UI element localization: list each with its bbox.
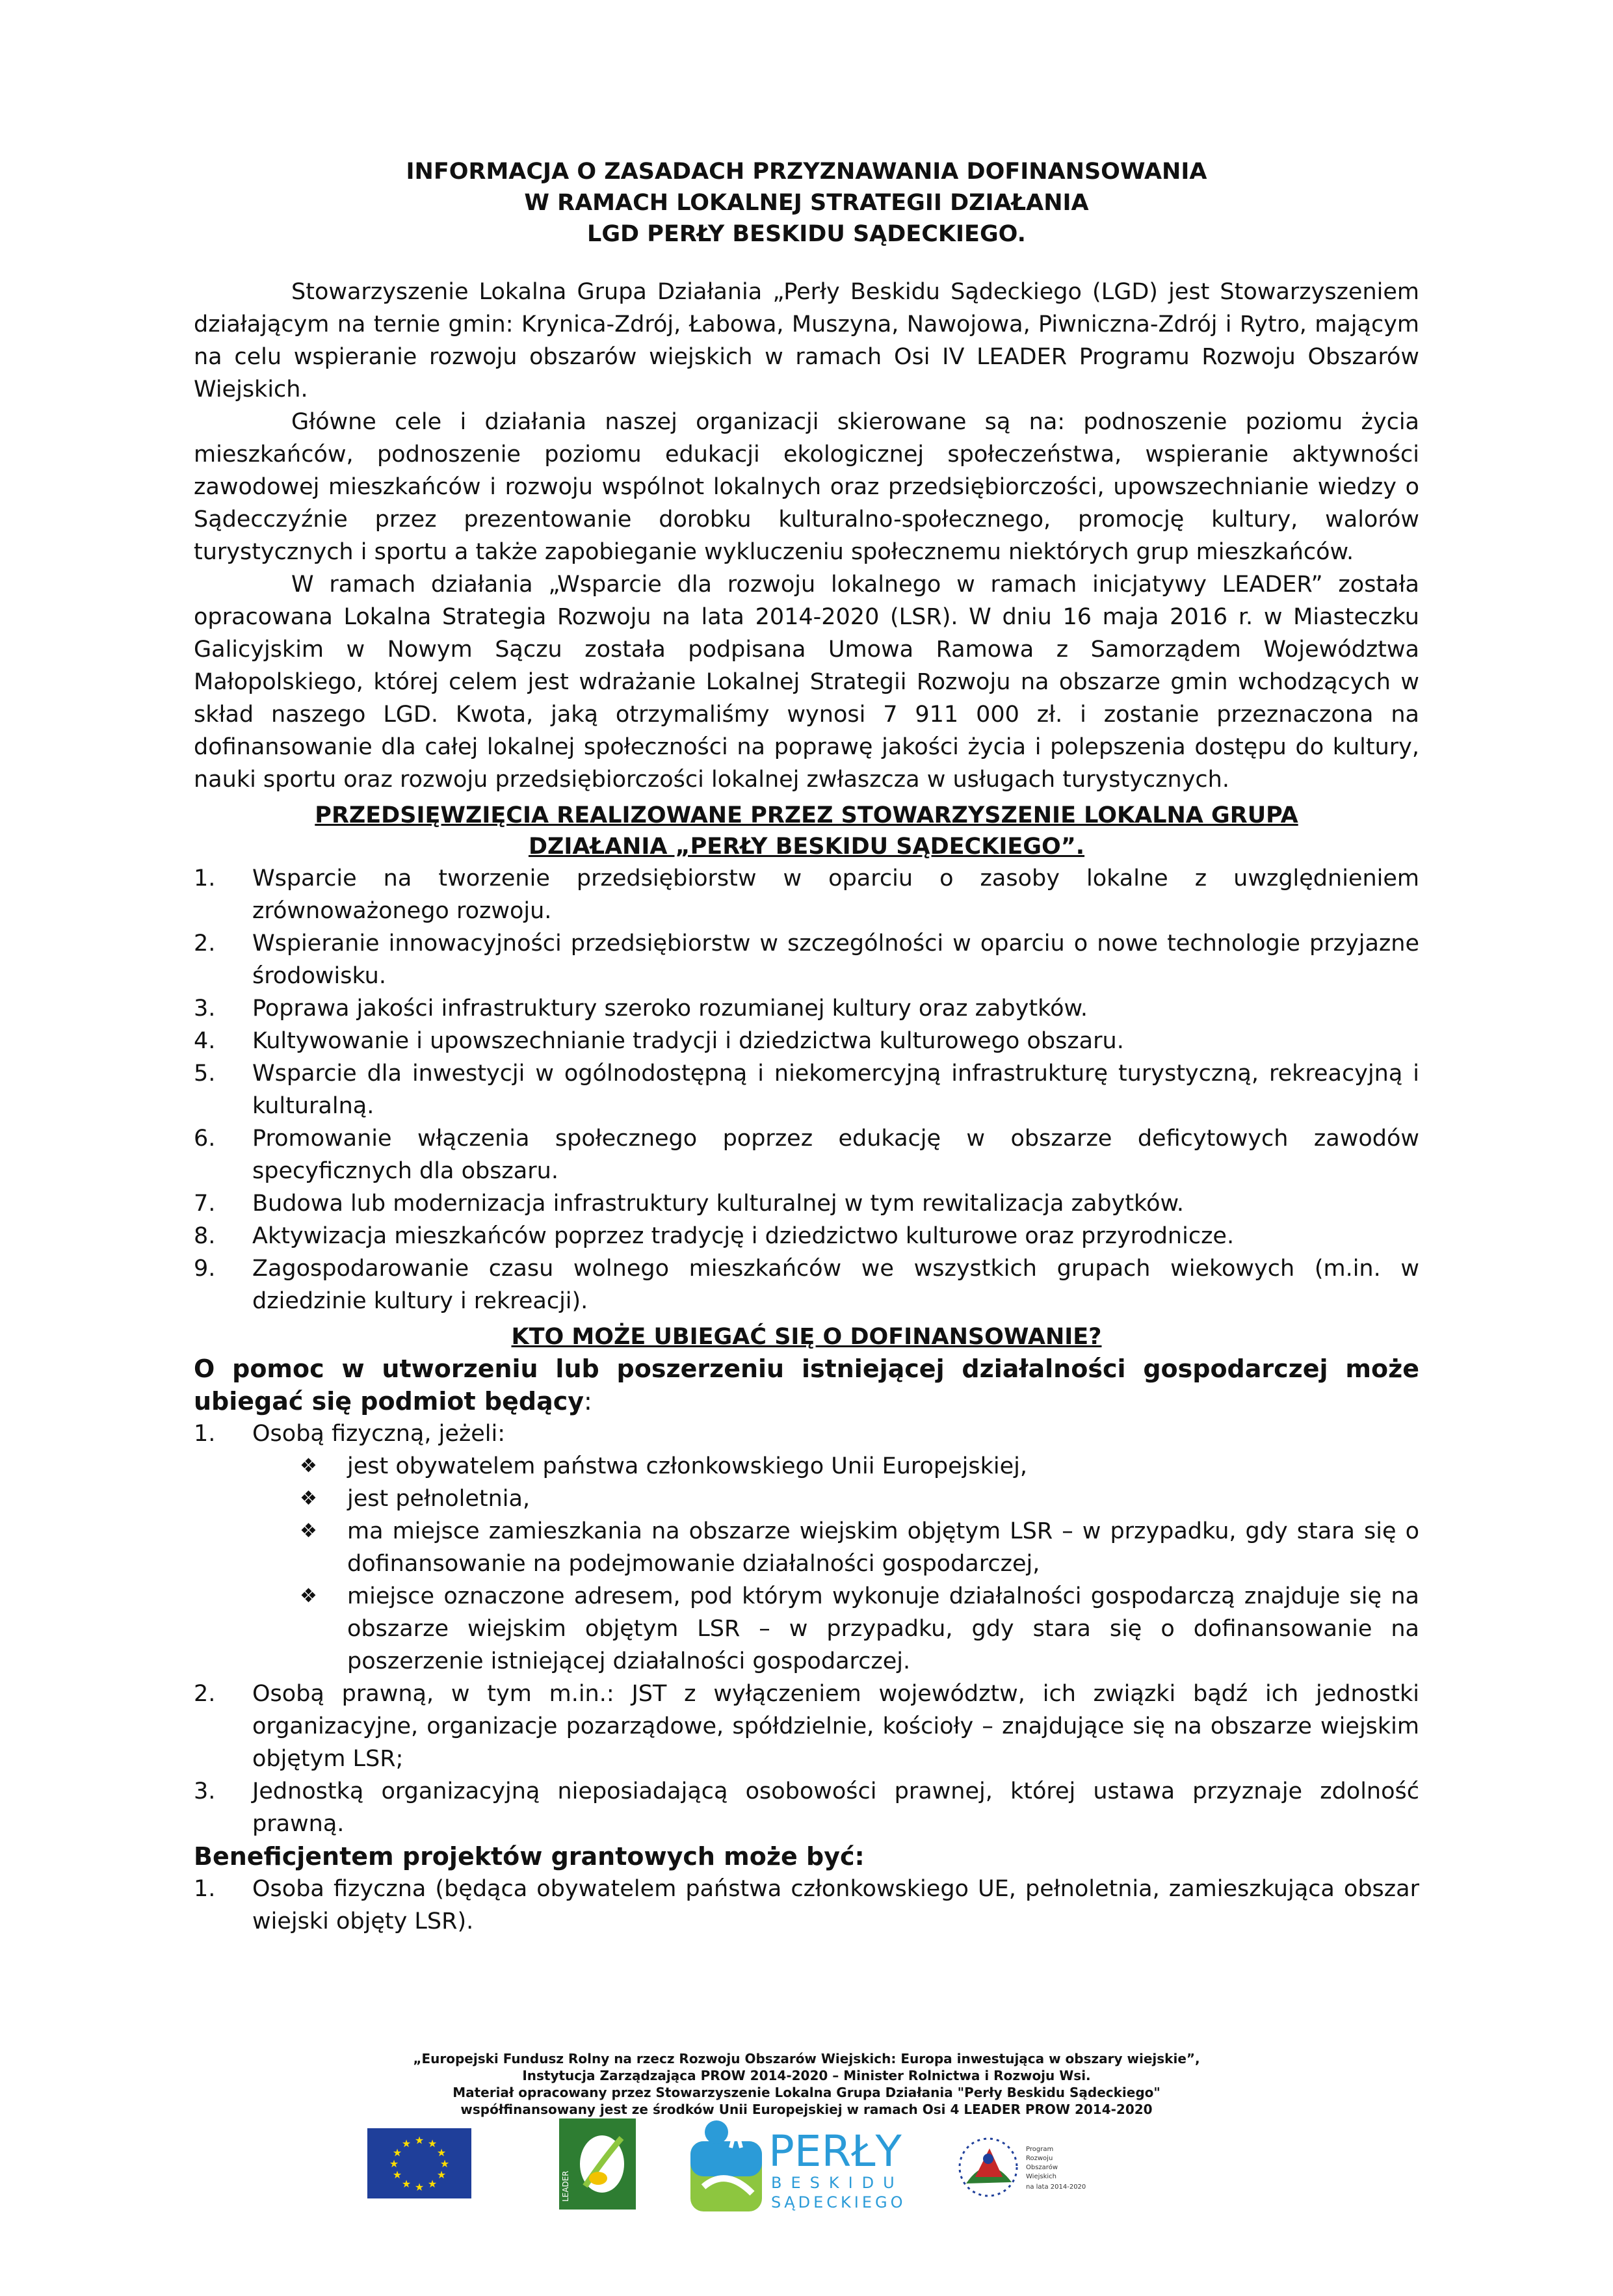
document-title xyxy=(194,156,1419,250)
list-item-number: 5. xyxy=(194,1061,216,1087)
perly-logo-subtext: BESKIDU xyxy=(771,2174,904,2192)
list-item xyxy=(194,1187,1419,1220)
list-item xyxy=(194,927,1419,992)
section-heading-projects xyxy=(194,800,1419,862)
list-item-text: ma miejsce zamieszkania na obszarze wiejskim objętym LSR – w przypadku, gdy stara się o dofinansowanie na podejmowanie działalności gospodarczej, xyxy=(347,1518,1419,1577)
list-item-text: Osoba fizyczna (będąca obywatelem państwa członkowskiego UE, pełnoletnia, zamieszkująca obszar wiejski objęty LSR). xyxy=(252,1876,1419,1934)
perly-logo-text: PERŁY xyxy=(768,2126,902,2176)
list-item-number: 8. xyxy=(194,1223,216,1249)
prow-text-line-3: Obszarów xyxy=(1026,2164,1058,2171)
list-item-text: Promowanie włączenia społecznego poprzez edukację w obszarze deficytowych zawodów specyficznych dla obszaru. xyxy=(252,1126,1419,1184)
list-item-number: 3. xyxy=(194,1778,216,1804)
natural-person-conditions xyxy=(194,1450,1419,1678)
list-item-number: 9. xyxy=(194,1256,216,1282)
list-item-number: 4. xyxy=(194,1028,216,1054)
applicant-intro xyxy=(194,1353,1419,1418)
list-item-number: 2. xyxy=(194,1681,216,1707)
list-item-number: 3. xyxy=(194,996,216,1022)
svg-text:★: ★ xyxy=(436,2146,447,2159)
list-item-number: 6. xyxy=(194,1126,216,1152)
list-item-text: Wsparcie na tworzenie przedsiębiorstw w oparciu o zasoby lokalne z uwzględnieniem zrównoważonego rozwoju. xyxy=(252,865,1419,924)
prow-text-line-4: Wiejskich xyxy=(1026,2173,1056,2180)
applicant-list-continued xyxy=(194,1678,1419,1840)
diamond-bullet-icon: ❖ xyxy=(300,1455,317,1477)
title-line-1: INFORMACJA O ZASADACH PRZYZNAWANIA DOFINANSOWANIA xyxy=(406,159,1207,185)
document-page xyxy=(194,156,1419,1938)
list-item xyxy=(194,1450,1419,1483)
list-item xyxy=(194,1418,1419,1450)
list-item-text: miejsce oznaczone adresem, pod którym wykonuje działalności gospodarczą znajduje się na obszarze wiejskim objętym LSR – w przypadku, gdy stara się o dofinansowanie na poszerzenie istniejącej działalności gospodarczej. xyxy=(347,1583,1419,1674)
list-item xyxy=(194,1873,1419,1938)
prow-text-line-1: Program xyxy=(1026,2146,1054,2153)
list-item xyxy=(194,1057,1419,1122)
svg-text:★: ★ xyxy=(389,2157,399,2170)
list-item-text: Poprawa jakości infrastruktury szeroko rozumianej kultury oraz zabytków. xyxy=(252,996,1088,1022)
eu-stars-icon xyxy=(367,2128,471,2198)
list-item xyxy=(194,1025,1419,1057)
list-item xyxy=(194,1252,1419,1317)
svg-text:★: ★ xyxy=(392,2169,402,2181)
list-item-number: 7. xyxy=(194,1191,216,1217)
applicant-list xyxy=(194,1418,1419,1450)
grant-beneficiary-heading: Beneficjentem projektów grantowych może być: xyxy=(194,1842,865,1871)
paragraph-intro: Stowarzyszenie Lokalna Grupa Działania „Perły Beskidu Sądeckiego (LGD) jest Stowarzyszeniem działającym na ternie gmin: Krynica-Zdrój, Łabowa, Muszyna, Nawojowa, Piwniczna-Zdrój i Rytro, mającym na celu wspieranie rozwoju obszarów wiejskich w ramach Osi IV LEADER Programu Rozwoju Obszarów Wiejskich. xyxy=(194,279,1419,402)
diamond-bullet-icon: ❖ xyxy=(300,1487,317,1510)
footer-line-3: Materiał opracowany przez Stowarzyszenie Lokalna Grupa Działania "Perły Beskidu Sądeckiego" xyxy=(452,2085,1161,2100)
list-item xyxy=(194,1483,1419,1515)
section-heading-who-can-apply: KTO MOŻE UBIEGAĆ SIĘ O DOFINANSOWANIE? xyxy=(511,1324,1102,1350)
leader-logo xyxy=(559,2118,636,2210)
list-item-text: Kultywowanie i upowszechnianie tradycji i dziedzictwa kulturowego obszaru. xyxy=(252,1028,1124,1054)
section-heading-line-1: PRZEDSIĘWZIĘCIA REALIZOWANE PRZEZ STOWARZYSZENIE LOKALNA GRUPA xyxy=(315,802,1298,828)
list-item-number: 1. xyxy=(194,865,216,891)
prow-logo-graphic xyxy=(956,2131,1099,2203)
applicant-intro-colon: : xyxy=(584,1387,592,1416)
prow-text-line-5: na lata 2014-2020 xyxy=(1026,2184,1086,2191)
list-item-text: Aktywizacja mieszkańców poprzez tradycję i dziedzictwo kulturowe oraz przyrodnicze. xyxy=(252,1223,1235,1249)
list-item-number: 1. xyxy=(194,1421,216,1447)
section-heading-line-2: DZIAŁANIA „PERŁY BESKIDU SĄDECKIEGO”. xyxy=(528,834,1085,860)
list-item xyxy=(194,1515,1419,1580)
list-item-text: Wspieranie innowacyjności przedsiębiorstw w szczególności w oparciu o nowe technologie przyjazne środowisku. xyxy=(252,930,1419,989)
logo-strip xyxy=(0,2115,1613,2213)
footer-line-4: współfinansowany jest ze środków Unii Europejskiej w ramach Osi 4 LEADER PROW 2014-2020 xyxy=(460,2102,1153,2117)
footer-note xyxy=(194,2050,1419,2118)
footer-line-2: Instytucja Zarządzająca PROW 2014-2020 – Minister Rolnictwa i Rozwoju Wsi. xyxy=(522,2068,1091,2083)
perly-logo-graphic xyxy=(690,2115,931,2213)
perly-beskidu-logo xyxy=(690,2115,931,2213)
prow-text-line-2: Rozwoju xyxy=(1026,2155,1053,2162)
list-item-text: jest pełnoletnia, xyxy=(347,1486,531,1512)
list-item-text: Zagospodarowanie czasu wolnego mieszkańców we wszystkich grupach wiekowych (m.in. w dziedzinie kultury i rekreacji). xyxy=(252,1256,1419,1314)
list-item-text: Jednostką organizacyjną nieposiadającą osobowości prawnej, której ustawa przyznaje zdolność prawną. xyxy=(252,1778,1419,1837)
svg-text:★: ★ xyxy=(436,2169,447,2181)
list-item-number: 2. xyxy=(194,930,216,957)
svg-text:★: ★ xyxy=(414,2181,425,2193)
svg-text:★: ★ xyxy=(427,2137,438,2150)
svg-text:★: ★ xyxy=(401,2137,412,2150)
list-item xyxy=(194,992,1419,1025)
list-item-text: Osobą fizyczną, jeżeli: xyxy=(252,1421,506,1447)
diamond-bullet-icon: ❖ xyxy=(300,1520,317,1542)
svg-text:★: ★ xyxy=(414,2134,425,2146)
list-item xyxy=(194,1775,1419,1840)
eu-flag-logo xyxy=(367,2128,471,2198)
applicant-intro-text: O pomoc w utworzeniu lub poszerzeniu istniejącej działalności gospodarczej może ubiegać się podmiot będący xyxy=(194,1354,1419,1416)
prow-logo xyxy=(956,2131,1099,2203)
footer-line-1: „Europejski Fundusz Rolny na rzecz Rozwoju Obszarów Wiejskich: Europa inwestująca w obszary wiejskie”, xyxy=(413,2051,1200,2066)
leader-leaf-icon xyxy=(559,2118,636,2210)
paragraph-strategy: W ramach działania „Wsparcie dla rozwoju lokalnego w ramach inicjatywy LEADER” została opracowana Lokalna Strategia Rozwoju na lata 2014-2020 (LSR). W dniu 16 maja 2016 r. w Miasteczku Galicyjskim w Nowym Sączu została podpisana Umowa Ramowa z Samorządem Województwa Małopolskiego, której celem jest wdrażanie Lokalnej Strategii Rozwoju na obszarze gmin wchodzących w skład naszego LGD. Kwota, jaką otrzymaliśmy wynosi 7 911 000 zł. i zostanie przeznaczona na dofinansowanie dla całej lokalnej społeczności na poprawę jakości życia i polepszenia dostępu do kultury, nauki sportu oraz rozwoju przedsiębiorczości lokalnej zwłaszcza w usługach turystycznych. xyxy=(194,572,1419,793)
list-item xyxy=(194,1122,1419,1187)
list-item-text: jest obywatelem państwa członkowskiego Unii Europejskiej, xyxy=(347,1453,1028,1479)
title-line-3: LGD PERŁY BESKIDU SĄDECKIEGO. xyxy=(587,221,1026,247)
list-item-text: Wsparcie dla inwestycji w ogólnodostępną i niekomercyjną infrastrukturę turystyczną, rekreacyjną i kulturalną. xyxy=(252,1061,1419,1119)
list-item xyxy=(194,862,1419,927)
paragraph-goals: Główne cele i działania naszej organizacji skierowane są na: podnoszenie poziomu życia mieszkańców, podnoszenie poziomu edukacji ekologicznej społeczeństwa, wspieranie aktywności zawodowej mieszkańców i rozwoju wspólnot lokalnych oraz przedsiębiorczości, upowszechnianie wiedzy o Sądecczyźnie przez prezentowanie dorobku kulturalno-społecznego, promocję kultury, walorów turystycznych i sportu a także zapobieganie wykluczeniu społecznemu niektórych grup mieszkańców. xyxy=(194,409,1419,565)
title-line-2: W RAMACH LOKALNEJ STRATEGII DZIAŁANIA xyxy=(524,190,1089,216)
perly-logo-subtext-2: SĄDECKIEGO xyxy=(771,2193,906,2211)
list-item-number: 1. xyxy=(194,1876,216,1902)
list-item xyxy=(194,1220,1419,1252)
svg-text:★: ★ xyxy=(439,2157,450,2170)
grant-beneficiary-list xyxy=(194,1873,1419,1938)
leader-logo-text: LEADER xyxy=(561,2171,570,2202)
svg-text:★: ★ xyxy=(401,2178,412,2190)
svg-text:★: ★ xyxy=(392,2146,402,2159)
list-item-text: Osobą prawną, w tym m.in.: JST z wyłączeniem województw, ich związki bądź ich jednostki organizacyjne, organizacje pozarządowe, spółdzielnie, kościoły – znajdujące się na obszarze wiejskim objętym LSR; xyxy=(252,1681,1419,1772)
diamond-bullet-icon: ❖ xyxy=(300,1585,317,1607)
projects-list xyxy=(194,862,1419,1317)
svg-text:★: ★ xyxy=(427,2178,438,2190)
list-item-text: Budowa lub modernizacja infrastruktury kulturalnej w tym rewitalizacja zabytków. xyxy=(252,1191,1185,1217)
list-item xyxy=(194,1580,1419,1678)
list-item xyxy=(194,1678,1419,1775)
